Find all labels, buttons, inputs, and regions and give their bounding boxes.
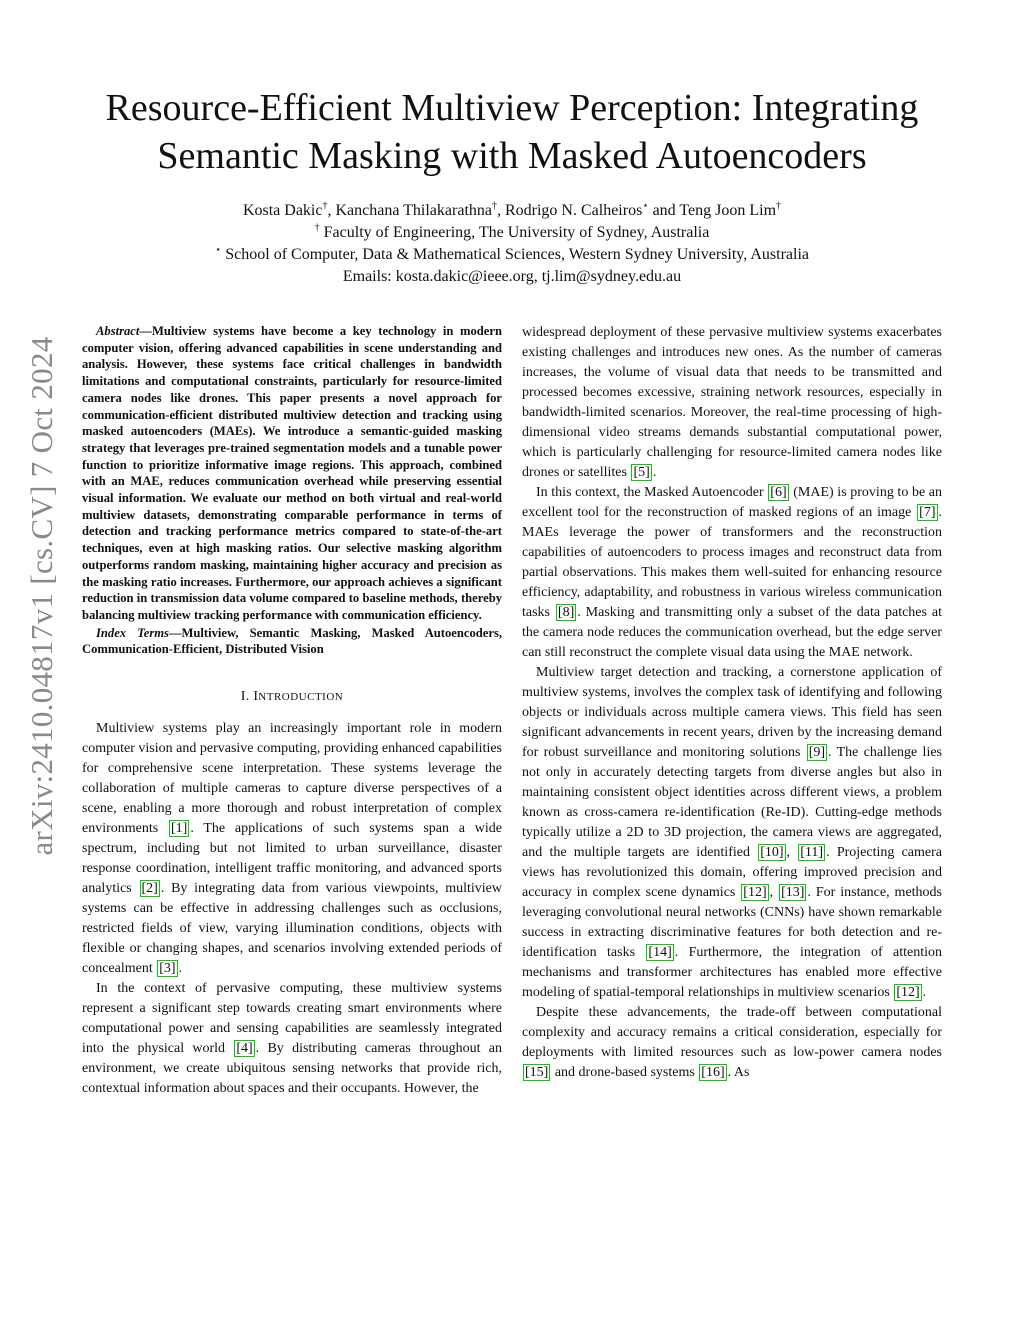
citation-link[interactable]: [16]	[701, 1065, 725, 1080]
citation-link[interactable]: [4]	[236, 1041, 253, 1057]
index-terms-text: —Multiview, Semantic Masking, Masked Autoencoders, Communication-Efficient, Distributed Vision	[82, 625, 502, 657]
abstract-label: Abstract	[96, 324, 140, 338]
text-run: . Masking and transmitting only a subset of the data patches at the camera node reduces the communication overhead, but the edge server can still reconstruct the complete visual data using the MAE network.	[522, 605, 942, 660]
citation-link[interactable]: [12]	[743, 885, 767, 900]
text-run: . For instance, methods leveraging convolutional neural networks (CNNs) have shown remarkable success in extracting discriminative features for both detection and re-identification tasks	[522, 885, 942, 960]
text-run: .	[652, 465, 657, 480]
text-run: . Furthermore, the integration of attention mechanisms and transformer architectures has enabled more effective modeling of spatial-temporal relationships in multiview scenarios	[522, 945, 942, 1000]
section-heading	[82, 687, 502, 707]
paragraph	[82, 979, 502, 1099]
text-run: Despite these advancements, the trade-off between computational complexity and accuracy remains a critical consideration, especially for deployments with limited resources such as low-power camera nodes	[522, 1005, 942, 1060]
author-2: , Kanchana Thilakarathna	[327, 202, 492, 219]
star-mark: ⋆	[642, 200, 649, 212]
abstract	[82, 323, 502, 624]
citation-link[interactable]: [10]	[760, 845, 784, 860]
citation-link[interactable]: [5]	[633, 465, 650, 480]
text-run: . By distributing cameras throughout an environment, we create ubiquitous sensing networks that provide rich, contextual information about spaces and their occupants. However, the	[82, 1041, 502, 1097]
abstract-text: —Multiview systems have become a key technology in modern computer vision, offering advanced capabilities in scene understanding and analysis. However, these systems face critical challenges in bandwidth limitations and computational constraints, particularly for resource-limited camera nodes like drones. This paper presents a novel approach for communication-efficient distributed multiview detection and tracking using masked autoencoders (MAEs). We introduce a semantic-guided masking strategy that leverages pre-trained segmentation models and a tunable power function to prioritize informative image regions. This approach, combined with an MAE, reduces communication overhead while preserving essential visual information. We evaluate our method on both virtual and real-world multiview datasets, demonstrating comparable performance in terms of detection and tracking performance metrics compared to state-of-the-art techniques, even at high masking ratios. Our selective masking algorithm outperforms random masking, maintaining higher accuracy and precision as the masking ratio increases. Furthermore, our approach achieves a significant reduction in transmission data volume compared to baseline methods, thereby balancing multiview tracking performance with communication efficiency.	[82, 324, 502, 622]
text-run: .	[922, 985, 927, 1000]
text-run: and drone-based systems	[551, 1065, 699, 1080]
star-mark: ⋆	[215, 244, 222, 256]
affiliation-2-text: School of Computer, Data & Mathematical Sciences, Western Sydney University, Australia	[221, 246, 809, 263]
citation-link[interactable]: [15]	[525, 1065, 549, 1080]
citation-link[interactable]: [13]	[781, 885, 805, 900]
text-run: (MAE) is proving to be an excellent tool for the reconstruction of masked regions of an image	[522, 485, 942, 520]
title-line-1: Resource-Efficient Multiview Perception: Integrating	[105, 87, 919, 129]
dagger-mark: †	[491, 200, 497, 212]
author-block	[60, 200, 964, 288]
citation-link[interactable]: [8]	[557, 605, 575, 620]
text-run: . Projecting camera views has revolutionized this domain, offering improved precision and accuracy in complex scene dynamics	[522, 845, 942, 900]
arxiv-identifier: arXiv:2410.04817v1 [cs.CV] 7 Oct 2024	[24, 336, 59, 856]
author-4: and Teng Joon Lim	[648, 202, 777, 219]
dagger-mark: †	[314, 222, 320, 234]
section-title-rest: NTRODUCTION	[258, 691, 344, 704]
text-run: . The applications of such systems span a wide spectrum, including but not limited to urban surveillance, disaster response coordination, intelligent traffic monitoring, and advanced sports analytics	[82, 821, 502, 897]
citation-link[interactable]: [9]	[808, 745, 826, 760]
index-terms-label: Index Terms	[96, 625, 169, 640]
text-run: . By integrating data from various viewpoints, multiview systems can be effective in addressing challenges such as occlusions, restricted fields of view, varying illumination conditions, objects with flexible or changing shapes, and scenarios involving extended periods of concealment	[82, 881, 502, 977]
author-names	[60, 200, 964, 222]
text-run: Multiview systems play an increasingly important role in modern computer vision and pervasive computing, providing enhanced capabilities for comprehensive scene interpretation. These systems leverage the collaboration of multiple cameras to capture diverse perspectives of a scene, enabling a more thorough and robust interpretation of complex environments	[82, 721, 502, 837]
paragraph	[522, 663, 942, 1003]
paragraph	[82, 719, 502, 979]
left-column	[82, 323, 502, 1099]
citation-link[interactable]: [6]	[770, 485, 787, 500]
text-run: .	[178, 961, 183, 977]
dagger-mark: †	[322, 200, 328, 212]
title-line-2: Semantic Masking with Masked Autoencoders	[157, 135, 867, 177]
citation-link[interactable]: [12]	[896, 985, 920, 1000]
citation-link[interactable]: [14]	[648, 945, 672, 960]
citation-link[interactable]: [7]	[919, 505, 936, 520]
text-run: ,	[769, 885, 779, 900]
affiliation-2	[60, 244, 964, 266]
text-run: . MAEs leverage the power of transformers and the reconstruction capabilities of autoencoders to process images and reconstruct data from partial observations. This makes them well-suited for enhancing resource efficiency, adaptability, and robustness in various wireless communication tasks	[522, 505, 942, 620]
text-run: ,	[786, 845, 798, 860]
section-title-first: I	[253, 689, 259, 705]
dagger-mark: †	[776, 200, 782, 212]
text-run: . As	[727, 1065, 750, 1080]
citation-link[interactable]: [2]	[141, 881, 158, 897]
author-1: Kosta Dakic	[242, 202, 323, 219]
paper-title	[60, 84, 964, 180]
affiliation-1-text: Faculty of Engineering, The University of Sydney, Australia	[319, 224, 710, 241]
text-run: In the context of pervasive computing, these multiview systems represent a significant step towards creating smart environments where computational power and sensing capabilities are seamlessly integrated into the physical world	[82, 981, 502, 1057]
citation-link[interactable]: [11]	[800, 845, 824, 860]
emails: Emails: kosta.dakic@ieee.org, tj.lim@sydney.edu.au	[342, 268, 682, 285]
author-3: , Rodrigo N. Calheiros	[496, 202, 643, 219]
paragraph	[522, 483, 942, 663]
section-numeral: I.	[240, 689, 254, 705]
text-run: widespread deployment of these pervasive multiview systems exacerbates existing challenges and introduces new ones. As the number of cameras increases, the volume of visual data that needs to be transmitted and processed becomes excessive, straining network resources, especially in bandwidth-limited scenarios. Moreover, the real-time processing of high-dimensional video streams demands substantial computational power, which is particularly challenging for resource-limited camera nodes like drones or satellites	[522, 325, 942, 480]
paragraph	[522, 1003, 942, 1083]
text-run: . The challenge lies not only in accurately detecting targets from diverse angles but also in maintaining consistent object identities across different views, a problem known as cross-camera re-identification (Re-ID). Cutting-edge methods typically utilize a 2D to 3D projection, the camera views are aggregated, and the multiple targets are identified	[522, 745, 942, 860]
paragraph	[522, 323, 942, 483]
text-run: In this context, the Masked Autoencoder	[536, 485, 768, 500]
right-column	[522, 323, 942, 1083]
index-terms	[82, 625, 502, 658]
citation-link[interactable]: [3]	[159, 961, 176, 977]
arxiv-stamp	[0, 0, 84, 1325]
affiliation-1	[60, 222, 964, 244]
citation-link[interactable]: [1]	[171, 821, 188, 837]
text-run: Multiview target detection and tracking, a cornerstone application of multiview systems, involves the complex task of identifying and following objects or individuals across multiple camera views. This field has seen significant advancements in recent years, driven by the increasing demand for robust surveillance and monitoring solutions	[522, 665, 942, 760]
